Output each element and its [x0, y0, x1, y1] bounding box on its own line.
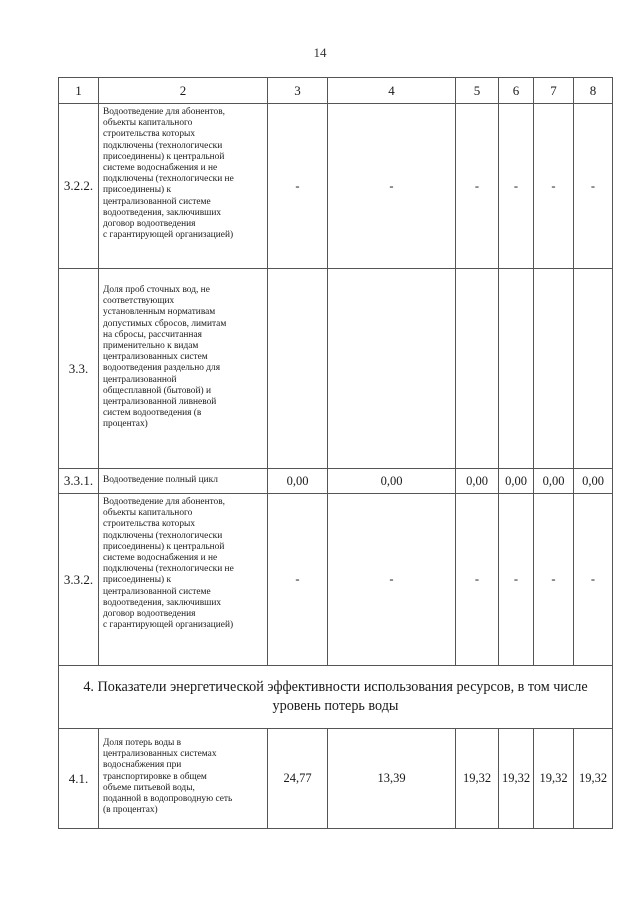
- section-title: 4. Показатели энергетической эффективности использования ресурсов, в том числе уровень потерь воды: [59, 666, 613, 729]
- description-line: централизованной: [103, 374, 177, 385]
- table-row: [59, 729, 613, 829]
- description-line: поданной в водопроводную сеть: [103, 794, 233, 805]
- table-row: [59, 104, 613, 269]
- description-line: с гарантирующей организацией): [103, 620, 234, 631]
- row-description: [99, 469, 268, 494]
- value-cell: 13,39: [328, 729, 456, 829]
- description-line: общесплавной (бытовой) и: [103, 385, 211, 396]
- description-line: договор водоотведения: [103, 609, 196, 620]
- description-line: Доля проб сточных вод, не: [103, 285, 210, 295]
- value-cell: -: [574, 494, 613, 666]
- value-cell: -: [534, 104, 574, 269]
- description-line: процентах): [103, 419, 148, 430]
- description-line: транспортировке в общем: [103, 771, 207, 782]
- description-line: объеме питьевой воды,: [103, 782, 195, 793]
- section-heading-row: [59, 666, 613, 729]
- value-cell: 0,00: [574, 469, 613, 494]
- description-line: подключены (технологически не: [103, 174, 234, 185]
- description-line: Водоотведение полный цикл: [103, 475, 218, 486]
- row-number: 3.3.2.: [59, 494, 99, 666]
- value-cell: 0,00: [268, 469, 328, 494]
- value-cell: -: [534, 494, 574, 666]
- page-number: 14: [313, 45, 327, 60]
- description-line: объекты капитального: [103, 508, 193, 519]
- header-cell: 6: [499, 78, 534, 104]
- value-cell: -: [328, 494, 456, 666]
- row-number: 3.2.2.: [59, 104, 99, 269]
- row-description: [99, 104, 268, 269]
- value-cell: 24,77: [268, 729, 328, 829]
- header-cell: 8: [574, 78, 613, 104]
- description-line: системе водоснабжения и не: [103, 553, 218, 564]
- description-line: присоединены) к: [103, 185, 172, 196]
- table-row: [59, 469, 613, 494]
- value-cell: 0,00: [534, 469, 574, 494]
- header-cell: 4: [328, 78, 456, 104]
- value-cell: [328, 269, 456, 469]
- description-line: на сбросы, рассчитанная: [103, 329, 202, 340]
- description-line: водоотведения, заключивших: [103, 207, 222, 218]
- row-description: [99, 729, 268, 829]
- description-line: Водоотведение для абонентов,: [103, 497, 226, 507]
- value-cell: [456, 269, 499, 469]
- value-cell: -: [499, 104, 534, 269]
- value-cell: [574, 269, 613, 469]
- description-line: водоотведения раздельно для: [103, 363, 221, 374]
- row-number: 4.1.: [59, 729, 99, 829]
- header-cell: 3: [268, 78, 328, 104]
- description-line: соответствующих: [103, 296, 175, 307]
- description-line: Доля потерь воды в: [103, 738, 182, 748]
- value-cell: -: [499, 494, 534, 666]
- description-line: применительно к видам: [103, 341, 199, 352]
- row-number: 3.3.: [59, 269, 99, 469]
- description-line: подключены (технологически: [103, 530, 223, 541]
- description-line: присоединены) к центральной: [103, 541, 225, 552]
- description-line: централизованной системе: [103, 586, 211, 597]
- description-line: Водоотведение для абонентов,: [103, 107, 226, 117]
- description-line: водоотведения, заключивших: [103, 597, 222, 608]
- value-cell: -: [268, 104, 328, 269]
- row-description: [99, 269, 268, 469]
- row-number: 3.3.1.: [59, 469, 99, 494]
- description-line: объекты капитального: [103, 118, 193, 129]
- value-cell: 0,00: [499, 469, 534, 494]
- value-cell: 0,00: [328, 469, 456, 494]
- value-cell: -: [456, 494, 499, 666]
- description-line: централизованной ливневой: [103, 397, 217, 408]
- description-line: договор водоотведения: [103, 219, 196, 230]
- description-line: (в процентах): [103, 805, 158, 816]
- description-line: строительства которых: [103, 519, 196, 530]
- description-line: подключены (технологически: [103, 140, 223, 151]
- table-header-row: [59, 78, 613, 104]
- indicators-table: [58, 77, 613, 829]
- description-line: установленным нормативам: [103, 307, 216, 318]
- description-line: централизованных системах: [103, 749, 217, 760]
- description-line: присоединены) к: [103, 575, 172, 586]
- description-line: присоединены) к центральной: [103, 151, 225, 162]
- description-line: систем водоотведения (в: [103, 408, 202, 419]
- description-line: с гарантирующей организацией): [103, 230, 234, 241]
- value-cell: [534, 269, 574, 469]
- row-description: [99, 494, 268, 666]
- description-line: водоснабжения при: [103, 760, 182, 771]
- value-cell: [499, 269, 534, 469]
- description-line: подключены (технологически не: [103, 564, 234, 575]
- value-cell: -: [456, 104, 499, 269]
- header-cell: 5: [456, 78, 499, 104]
- table-row: [59, 494, 613, 666]
- description-line: строительства которых: [103, 129, 196, 140]
- description-line: допустимых сбросов, лимитам: [103, 318, 227, 329]
- description-line: системе водоснабжения и не: [103, 163, 218, 174]
- header-cell: 7: [534, 78, 574, 104]
- description-line: централизованной системе: [103, 196, 211, 207]
- value-cell: -: [328, 104, 456, 269]
- header-cell: 1: [59, 78, 99, 104]
- header-cell: 2: [99, 78, 268, 104]
- value-cell: 19,32: [534, 729, 574, 829]
- value-cell: 19,32: [499, 729, 534, 829]
- value-cell: 19,32: [574, 729, 613, 829]
- value-cell: 0,00: [456, 469, 499, 494]
- table-row: [59, 269, 613, 469]
- value-cell: [268, 269, 328, 469]
- value-cell: -: [268, 494, 328, 666]
- value-cell: 19,32: [456, 729, 499, 829]
- description-line: централизованных систем: [103, 352, 208, 363]
- value-cell: -: [574, 104, 613, 269]
